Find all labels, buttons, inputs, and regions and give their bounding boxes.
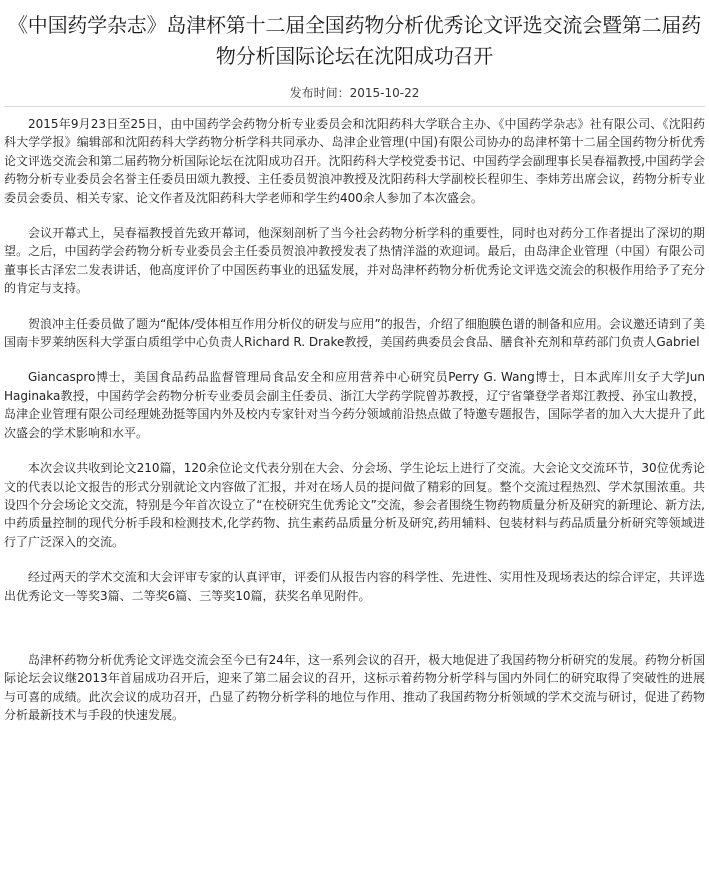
paragraph-invited-experts: Giancaspro博士，美国食品药品监督管理局食品安全和应用营养中心研究员Perry G. Wang博士，日本武库川女子大学Jun Haginaka教授，中国药学会药物分析专业委员会副主任委员、浙江大学药学院曾苏教授，辽宁省肇登学者郑江教授、孙宝山教授，岛津企业管理有限公司经理姚劲挺等国内外及校内专家针对当今药分领域前沿热点做了特邀专题报告，国际学者的加入大大提升了此次盛会的学术影响和水平。: [4, 370, 705, 440]
publish-info: [4, 84, 705, 102]
paragraph-conclusion: 岛津杯药物分析优秀论文评选交流会至今已有24年，这一系列会议的召开，极大地促进了我国药物分析研究的发展。药物分析国际论坛会议继2013年首届成功召开后，迎来了第二届会议的召开，这标示着药物分析学科与国内外同仁的研究取得了突破性的进展与可喜的成绩。此次会议的成功召开，凸显了药物分析学科的地位与作用、推动了我国药物分析领域的学术交流与研讨，促进了药物分析最新技术与手段的快速发展。: [4, 652, 705, 723]
news-article: [0, 10, 709, 871]
paragraph-paper-exchange: 本次会议共收到论文210篇，120余位论文代表分别在大会、分会场、学生论坛上进行了交流。大会论文交流环节，30位优秀论文的代表以论文报告的形式分别就论文内容做了汇报，并对在场人员的提问做了精彩的回复。整个交流过程热烈、学术氛围浓重。共设四个分会场论文交流，特别是今年首次设立了“在校研究生优秀论文”交流，参会者围绕生物药物质量分析及研究的新理论、新方法,中药质量控制的现代分析手段和检测技术,化学药物、抗生素药品质量分析及研究,药用辅料、包装材料与药品质量分析研究等领域进行了广泛深入的交流。: [4, 461, 705, 549]
publish-date: 2015-10-22: [349, 86, 420, 100]
title-divider: [4, 106, 705, 107]
paragraph-opening-ceremony: 会议开幕式上，吴春福教授首先致开幕词，他深刻剖析了当今社会药物分析学科的重要性，同时也对药分工作者提出了深切的期望。之后，中国药学会药物分析专业委员会主任委员贺浪冲教授发表了热情洋溢的欢迎词。最后，由岛津企业管理（中国）有限公司董事长古泽宏二发表讲话，他高度评价了中国医药事业的迅猛发展，并对岛津杯药物分析优秀论文评选交流会的积极作用给予了充分的肯定与支持。: [4, 226, 705, 296]
publish-label: 发布时间：: [289, 86, 350, 100]
article-body: [4, 115, 705, 725]
paragraph-awards: 经过两天的学术交流和大会评审专家的认真评审，评委们从报告内容的科学性、先进性、实用性及现场表达的综合评定，共评选出优秀论文一等奖3篇、二等奖6篇、三等奖10篇，获奖名单见附件。: [4, 570, 705, 603]
article-title: 《中国药学杂志》岛津杯第十二届全国药物分析优秀论文评选交流会暨第二届药物分析国际论坛在沈阳成功召开: [8, 13, 701, 68]
paragraph-intro: 2015年9月23日至25日，由中国药学会药物分析专业委员会和沈阳药科大学联合主办、《中国药学杂志》社有限公司、《沈阳药科大学学报》编辑部和沈阳药科大学药物分析学科共同承办、岛津企业管理(中国)有限公司协办的岛津杯第十二届全国药物分析优秀论文评选交流会和第二届药物分析国际论坛在沈阳成功召开。沈阳药科大学校党委书记、中国药学会副理事长吴春福教授,中国药学会药物分析专业委员会名誉主任委员田颂九教授、主任委员贺浪冲教授及沈阳药科大学副校长程卯生、李炜芳出席会议，药物分析专业委员会委员、相关专家、论文作者及沈阳药科大学老师和学生约400余人参加了本次盛会。: [4, 117, 705, 205]
paragraph-keynote-reports: 贺浪冲主任委员做了题为“配体/受体相互作用分析仪的研发与应用”的报告，介绍了细胞膜色谱的制备和应用。会议邀还请到了美国南卡罗莱纳医科大学蛋白质组学中心负责人Richard R. Drake教授，美国药典委员会食品、膳食补充剂和草药部门负责人Gabriel: [4, 316, 705, 350]
